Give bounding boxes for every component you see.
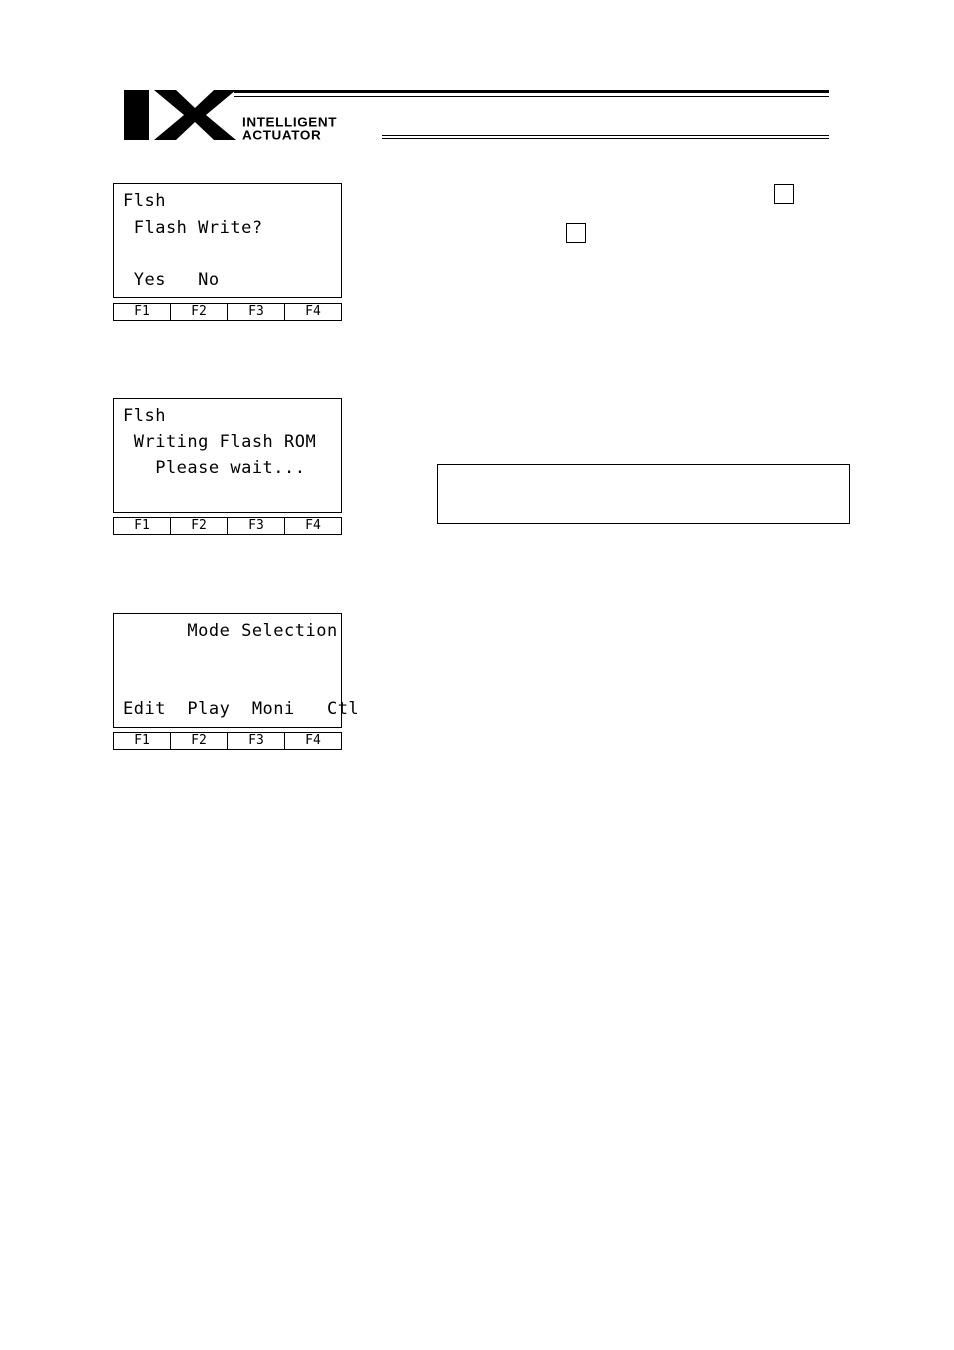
lcd-line-4: Yes No xyxy=(123,270,220,290)
note-box xyxy=(437,464,850,524)
f2-key[interactable]: F2 xyxy=(171,304,228,320)
f2-key[interactable]: F2 xyxy=(171,518,228,534)
lcd-line-3: Edit Play Moni Ctl xyxy=(123,699,360,719)
f1-key[interactable]: F1 xyxy=(114,733,171,749)
lcd-screen-writing-flash xyxy=(113,398,342,513)
ix-logo-icon xyxy=(124,90,236,140)
f4-key[interactable]: F4 xyxy=(305,518,321,533)
lcd-line-1: Flsh xyxy=(123,191,166,211)
brand-name-line2: ACTUATOR xyxy=(242,128,322,143)
f4-key[interactable]: F4 xyxy=(305,304,321,319)
function-key-row-1 xyxy=(113,303,342,321)
header-rule-lower-1 xyxy=(382,135,829,136)
f3-key[interactable]: F3 xyxy=(228,304,285,320)
f3-key[interactable]: F3 xyxy=(228,518,285,534)
f1-key[interactable]: F1 xyxy=(114,518,171,534)
lcd-line-1: Flsh xyxy=(123,406,166,426)
lcd-line-1: Mode Selection xyxy=(123,621,338,641)
lcd-screen-flash-write xyxy=(113,183,342,298)
f4-key[interactable]: F4 xyxy=(305,733,321,748)
lcd-line-3: Please wait... xyxy=(123,458,306,478)
function-key-row-3 xyxy=(113,732,342,750)
brand-name-line1: INTELLIGENT xyxy=(242,115,338,130)
lcd-line-2: Writing Flash ROM xyxy=(123,432,317,452)
f1-key[interactable]: F1 xyxy=(114,304,171,320)
key-placeholder-box xyxy=(566,223,586,243)
lcd-screen-mode-selection xyxy=(113,613,360,728)
f3-key[interactable]: F3 xyxy=(228,733,285,749)
function-key-row-2 xyxy=(113,517,342,535)
key-placeholder-box xyxy=(774,184,794,204)
lcd-line-2: Flash Write? xyxy=(123,218,263,238)
header-rule-lower-2 xyxy=(382,138,829,139)
f2-key[interactable]: F2 xyxy=(171,733,228,749)
page-header xyxy=(0,0,954,150)
header-rule-thin xyxy=(234,96,829,97)
header-rule-thick xyxy=(234,90,829,93)
